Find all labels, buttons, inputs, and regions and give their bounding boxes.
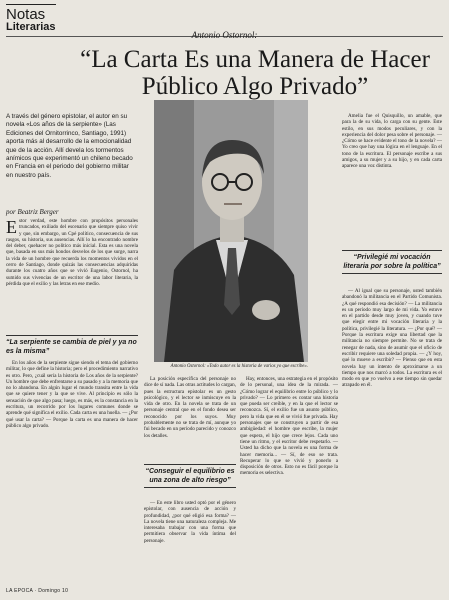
pull-quote-2: “Conseguir el equilibrio es una zona de alto riesgo” [144,464,236,488]
article-lede [6,113,134,180]
portrait-illustration [154,100,308,362]
author-photo [154,100,308,362]
byline: por Beatriz Berger [6,208,59,216]
page-footer: LA EPOCA · Domingo 10 [6,588,69,594]
column-4-continued [342,288,442,572]
column-3 [240,376,338,572]
section-subtitle: Literarias [6,21,56,33]
pull-quote-3: “Privilegié mi vocación literaria por sobre la política” [342,250,442,274]
column-2-text: La posición específica del personaje no dice de sí nada. Las otras actitudes lo cargan, pues la estructura epistolar es un gesto psicológico, y el lector se inmiscuye en la vida de otro. En la novela se trata de un personaje central que en el fondo desea ser reconocido por los suyos. Muy probablemente no se trata de mí, aunque yo fui becado en un período parecido y conozco los detalles. [144,376,236,439]
photo-caption: Antonio Ostornol: «Todo autor es la historia de varios yo que escribe». [170,364,308,369]
section-header [6,4,56,33]
column-4-text: Amelia fue el Quisquillo, un amable, que para la de su vida, lo carga con su gente. Este estilo, en sus modos peculiares, y con la experiencia del dolor pesa sobre el personaje. — ¿Cómo se hace evidente el tono de la novela? — Yo creo que hay una lógica en el lenguaje. En el tono de la escritura. El personaje escribe a sus amigos, a su mujer y a su hijo, y en cada carta aparece una voz distinta. [342,113,442,170]
section-rule [6,4,56,5]
column-1 [6,218,138,328]
drop-cap: E [6,218,17,237]
article-headline: “La Carta Es una Manera de Hacer Público Algo Privado” [80,46,430,100]
column-1-text: stor verdad, este hombre con propósitos personales truncados, exiliado del escenario que siempre quiso vivir y que, sin embargo, un Cpé político, consecuencia de sus rasgos, su historia, sus ausencias. Allí lo ha encontrado nombre del deber, quehacer no político más inicial. Esta es una novela que, basada en sus más hondos desvelos de los que surge, narra la vida de un hombre que recuerda los momentos vividos en el cerro de Santiago, donde quizás las consecuencias adquiridas durante los cuatro años que se vivió Eugenio, Ostornol, ha sumido sus vivencias de un escritor de una labor literaria, la pérdida que el exilio y las letras en ese medio. [6,218,138,287]
pull-quote-1: “La serpiente se cambia de piel y ya no es la misma” [6,335,138,356]
column-2-continued [144,500,236,572]
column-2b-text: — En este libro usted optó por el género epistolar, con ausencia de acción y profundidad, ¿por qué eligió esa forma? — La novela tiene una naturaleza compleja. Me interesaba trabajar con una forma que permitiera observar la vida íntima del personaje. [144,500,236,544]
column-1-continued [6,360,138,572]
column-4 [342,113,442,245]
lede-text: A través del género epistolar, el autor en su novela «Los años de la serpiente» (Las Ediciones del Ornitorrinco, Santiago, 1991) aporta más al desarrollo de la emocionalidad que de la acción. Allí devela los tormentos anímicos que experimentó un chileno becado en Francia en el periodo del gobierno militar en nuestro país. [6,113,133,179]
article-kicker: Antonio Ostornol: [191,30,258,40]
column-4b-text: — Al igual que su personaje, usted también abandonó la militancia en el Partido Comunista. ¿A qué respondió esa decisión? — La militancia es un período muy largo de mi vida. Yo estuve en el partido desde muy joven, y cuando tuve que elegir entre mi vocación literaria y la política, privilegié la literatura. — ¿Por qué? — Porque la escritura exige una libertad que la militancia no siempre permite. No se trata de renegar de nada, sino de asumir que el oficio de escribir requiere una soledad propia. — ¿Y hoy, qué lo mueve a escribir? — Pienso que en esta novela hay un intento de aproximarse a un tiempo que nos marcó a todos. La escritura es el modo en que yo vuelvo a ese tiempo sin quedar atrapado en él. [342,288,442,389]
section-title: Notas [6,6,46,23]
column-3-text: Hay, entonces, una estrategia en el propósito de lo personal, una idea de la mirada. — ¿Cómo lograr el equilibrio entre lo público y lo privado? — Lo primero es contar una historia que pueda ser creíble, y en la que el lector se reconozca. Sí, el exilio fue un asunto público, pero la vida que en él se vivió fue privada. Hay personajes que se construyen a partir de esa ambigüedad: el hombre que escribe, la mujer que espera, el hijo que crece lejos. Cada uno tiene un ritmo, y el escritor debe respetarlo. — Usted ha dicho que la novela es una forma de hacer memoria... — Sí, de eso se trata. Recuperar lo que se vivió y ponerlo a disposición de otros. Esto no es fácil porque la memoria es selectiva. [240,376,338,477]
column-1b-text: En los años de la serpiente sigue siendo el tema del gobierno militar, lo que define la historia; pero el procedimiento narrativo es otro. Pero, ¿cuál sería la historia de Los años de la serpiente? Un hombre que debe enfrentarse a su pasado y a la memoria que no lo abandona. En algún lugar el mundo transita entre la vida que se quiere tener y la que se vive. Al principio es sólo la sensación de que algo pasa; luego, es más, es la constancia en la escritura, un recorrido por los lugares comunes donde se aprende qué significa el exilio. Cada carta es una huella. — ¿Por qué usar la carta? — Porque la carta es una manera de hacer público algo privado. [6,360,138,429]
